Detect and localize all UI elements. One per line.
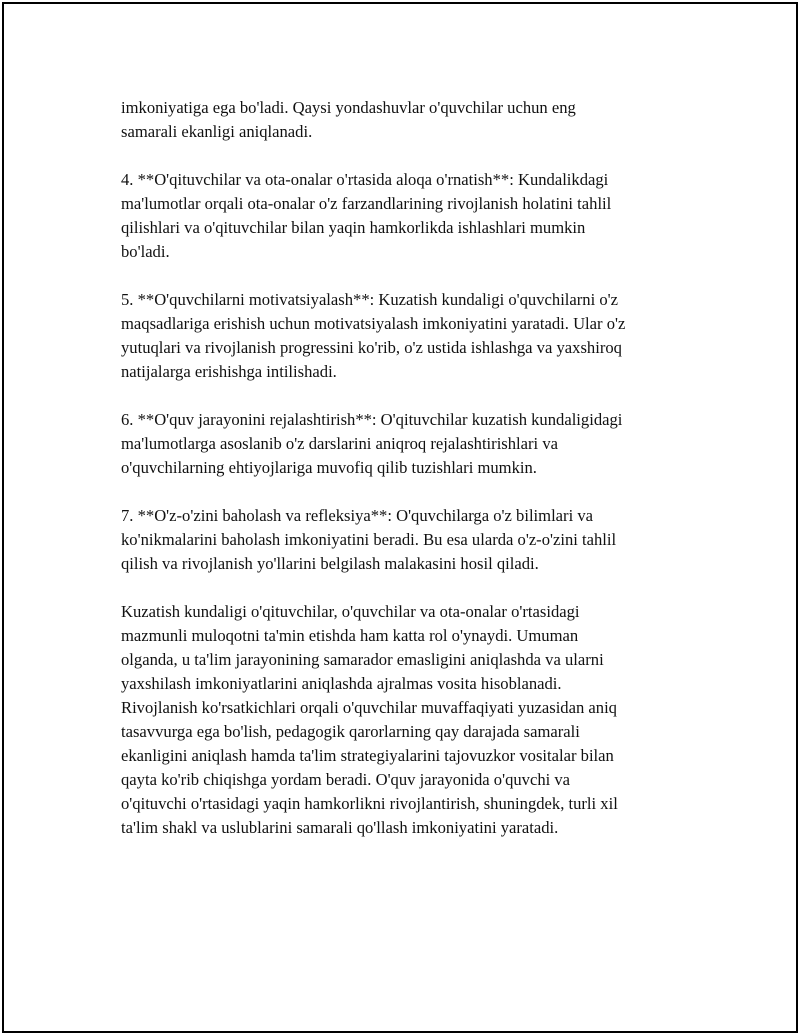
text-line: yaxshilash imkoniyatlarini aniqlashda ajralmas vosita hisoblanadi.: [121, 674, 562, 693]
text-line: 4. **O'qituvchilar va ota-onalar o'rtasida aloqa o'rnatish**: Kundalikdagi: [121, 170, 609, 189]
text-line: ta'lim shakl va uslublarini samarali qo'llash imkoniyatini yaratadi.: [121, 818, 559, 837]
text-line: samarali ekanligi aniqlanadi.: [121, 122, 313, 141]
text-line: 5. **O'quvchilarni motivatsiyalash**: Kuzatish kundaligi o'quvchilarni o'z: [121, 290, 619, 309]
paragraph-item-5: [121, 288, 681, 384]
text-line: ma'lumotlar orqali ota-onalar o'z farzandlarining rivojlanish holatini tahlil: [121, 194, 612, 213]
text-line: natijalarga erishishga intilishadi.: [121, 362, 337, 381]
text-line: qilish va rivojlanish yo'llarini belgilash malakasini hosil qiladi.: [121, 554, 539, 573]
text-line: 6. **O'quv jarayonini rejalashtirish**: O'qituvchilar kuzatish kundaligidagi: [121, 410, 623, 429]
text-line: Rivojlanish ko'rsatkichlari orqali o'quvchilar muvaffaqiyati yuzasidan aniq: [121, 698, 617, 717]
text-line: qayta ko'rib chiqishga yordam beradi. O'quv jarayonida o'quvchi va: [121, 770, 571, 789]
text-line: o'qituvchi o'rtasidagi yaqin hamkorlikni rivojlantirish, shuningdek, turli xil: [121, 794, 618, 813]
text-line: 7. **O'z-o'zini baholash va refleksiya**: O'quvchilarga o'z bilimlari va: [121, 506, 593, 525]
text-line: ekanligini aniqlash hamda ta'lim strategiyalarini tajovuzkor vositalar bilan: [121, 746, 614, 765]
text-line: imkoniyatiga ega bo'ladi. Qaysi yondashuvlar o'quvchilar uchun eng: [121, 98, 576, 117]
paragraph-continuation: [121, 96, 681, 144]
text-line: yutuqlari va rivojlanish progressini ko'rib, o'z ustida ishlashga va yaxshiroq: [121, 338, 622, 357]
text-line: ko'nikmalarini baholash imkoniyatini beradi. Bu esa ularda o'z-o'zini tahlil: [121, 530, 617, 549]
text-line: qilishlari va o'qituvchilar bilan yaqin hamkorlikda ishlashlari mumkin: [121, 218, 586, 237]
paragraph-conclusion: [121, 600, 681, 840]
document-body: [121, 96, 681, 864]
text-line: mazmunli muloqotni ta'min etishda ham katta rol o'ynaydi. Umuman: [121, 626, 579, 645]
text-line: ma'lumotlarga asoslanib o'z darslarini aniqroq rejalashtirishlari va: [121, 434, 558, 453]
text-line: maqsadlariga erishish uchun motivatsiyalash imkoniyatini yaratadi. Ular o'z: [121, 314, 626, 333]
paragraph-item-4: [121, 168, 681, 264]
paragraph-item-6: [121, 408, 681, 480]
text-line: olganda, u ta'lim jarayonining samarador emasligini aniqlashda va ularni: [121, 650, 604, 669]
text-line: tasavvurga ega bo'lish, pedagogik qarorlarning qay darajada samarali: [121, 722, 580, 741]
text-line: Kuzatish kundaligi o'qituvchilar, o'quvchilar va ota-onalar o'rtasidagi: [121, 602, 580, 621]
paragraph-item-7: [121, 504, 681, 576]
text-line: bo'ladi.: [121, 242, 170, 261]
text-line: o'quvchilarning ehtiyojlariga muvofiq qilib tuzishlari mumkin.: [121, 458, 537, 477]
page-frame: [2, 2, 798, 1033]
